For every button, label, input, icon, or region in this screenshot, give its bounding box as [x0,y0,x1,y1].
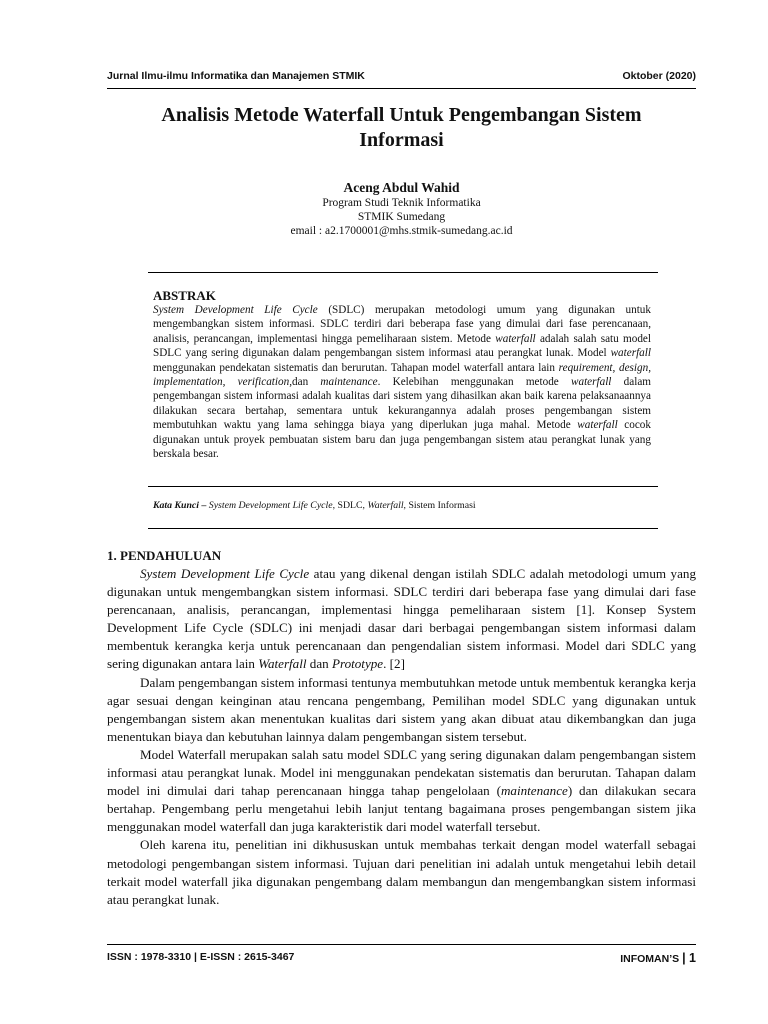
title-line-1: Analisis Metode Waterfall Untuk Pengembangan Sistem [161,104,642,126]
section-body [107,565,696,909]
issn: ISSN : 1978-3310 | E-ISSN : 2615-3467 [107,951,295,963]
running-header [107,70,696,86]
issue-date: Oktober (2020) [622,70,696,82]
author-name: Aceng Abdul Wahid [343,180,460,195]
section-heading: 1. PENDAHULUAN [107,548,222,563]
author-email: email : a2.1700001@mhs.stmik-sumedang.ac.id [290,225,513,237]
paragraph-4: Oleh karena itu, penelitian ini dikhususkan untuk membahas terkait dengan model waterfall sebagai metodologi pengembangan sistem informasi. Tujuan dari penelitian ini adalah untuk mengetahui lebih detail terkait model waterfall jika digunakan pengembang dalam membangun dan mengembangkan sistem informasi atau perangkat lunak. [107,837,696,907]
author-institution: STMIK Sumedang [357,211,446,223]
page-footer [107,951,696,967]
abstract-body: System Development Life Cycle (SDLC) merupakan metodologi umum yang digunakan untuk mengembangkan sistem informasi. SDLC terdiri dari beberapa fase yang dimulai dari fase perencanaan, analisis, perancangan, implementasi hingga pemeliharaan sistem. Metode waterfall adalah salah satu model SDLC yang sering digunakan dalam pengembangan sistem informasi atau perangkat lunak. Model waterfall menggunakan pendekatan sistematis dan berurutan. Tahapan model waterfall antara lain requirement, design, implementation, verification,dan maintenance. Kelebihan menggunakan metode waterfall dalam pengembangan sistem informasi adalah kualitas dari sistem yang dihasilkan akan baik karena pelaksanaannya dilakukan secara bertahap, sementara untuk kekurangannya adalah proses pengembangan sistem membutuhkan waktu yang lama sehingga biaya yang diperlukan juga mahal. Metode waterfall cocok digunakan untuk proyek pembuatan sistem baru dan juga pengembangan sistem atau perangkat lunak yang berskala besar. [153,304,652,461]
abstract-heading: ABSTRAK [153,288,216,303]
footer-divider [107,944,696,945]
title-line-2: Informasi [359,129,444,151]
paper-title [107,103,696,153]
paragraph-3: Model Waterfall merupakan salah satu model SDLC yang sering digunakan dalam pengembangan sistem informasi atau perangkat lunak. Model ini menggunakan pendekatan sistematis dan berurutan. Tahapan dalam model ini dimulai dari tahap perencanaan hingga tahap pengelolaan (maintenance) dan dilakukan secara bertahap. Pengembang perlu mengetahui lebih lanjut tentang bagaimana proses pengembangan sistem jika menggunakan model waterfall dan juga karakteristik dari model waterfall tersebut. [107,746,696,835]
paragraph-2: Dalam pengembangan sistem informasi tentunya membutuhkan metode untuk membentuk kerangka kerja agar sesuai dengan keinginan atau rencana pengembang, Pemilihan model SDLC yang digunakan untuk pengembangan sistem akan menentukan kualitas dari sistem yang akan dibuat atau dikembangkan dan juga menentukan biaya dan kebutuhan lainnya dalam pengembangan sistem tersebut. [107,674,696,744]
keywords-rule [148,528,658,529]
journal-name: Jurnal Ilmu-ilmu Informatika dan Manajemen STMIK [107,70,365,82]
header-divider [107,88,696,89]
page-number: | 1 [682,951,696,965]
author-program: Program Studi Teknik Informatika [322,197,481,209]
abstract-bottom-rule [148,486,658,487]
keywords: Kata Kunci – System Development Life Cycle, SDLC, Waterfall, Sistem Informasi [153,500,476,511]
keywords-label: Kata Kunci – [153,500,207,511]
journal-short-name: INFOMAN’S [620,953,680,965]
paragraph-1: System Development Life Cycle atau yang dikenal dengan istilah SDLC adalah metodologi umum yang digunakan untuk mengembangkan sistem informasi. SDLC terdiri dari beberapa fase yang dimulai dari fase perencanaan, analisis, perancangan, implementasi hingga pemeliharaan sistem [1]. Konsep System Development Life Cycle (SDLC) ini menjadi dasar dari berbagai pengembangan sistem informasi dalam membentuk kerangka kerja untuk perencanaan dan pengendalian sistem informasi. Model dari SDLC yang sering digunakan antara lain Waterfall dan Prototype. [2] [107,566,697,672]
footer-right [620,951,696,965]
abstract-top-rule [148,272,658,273]
